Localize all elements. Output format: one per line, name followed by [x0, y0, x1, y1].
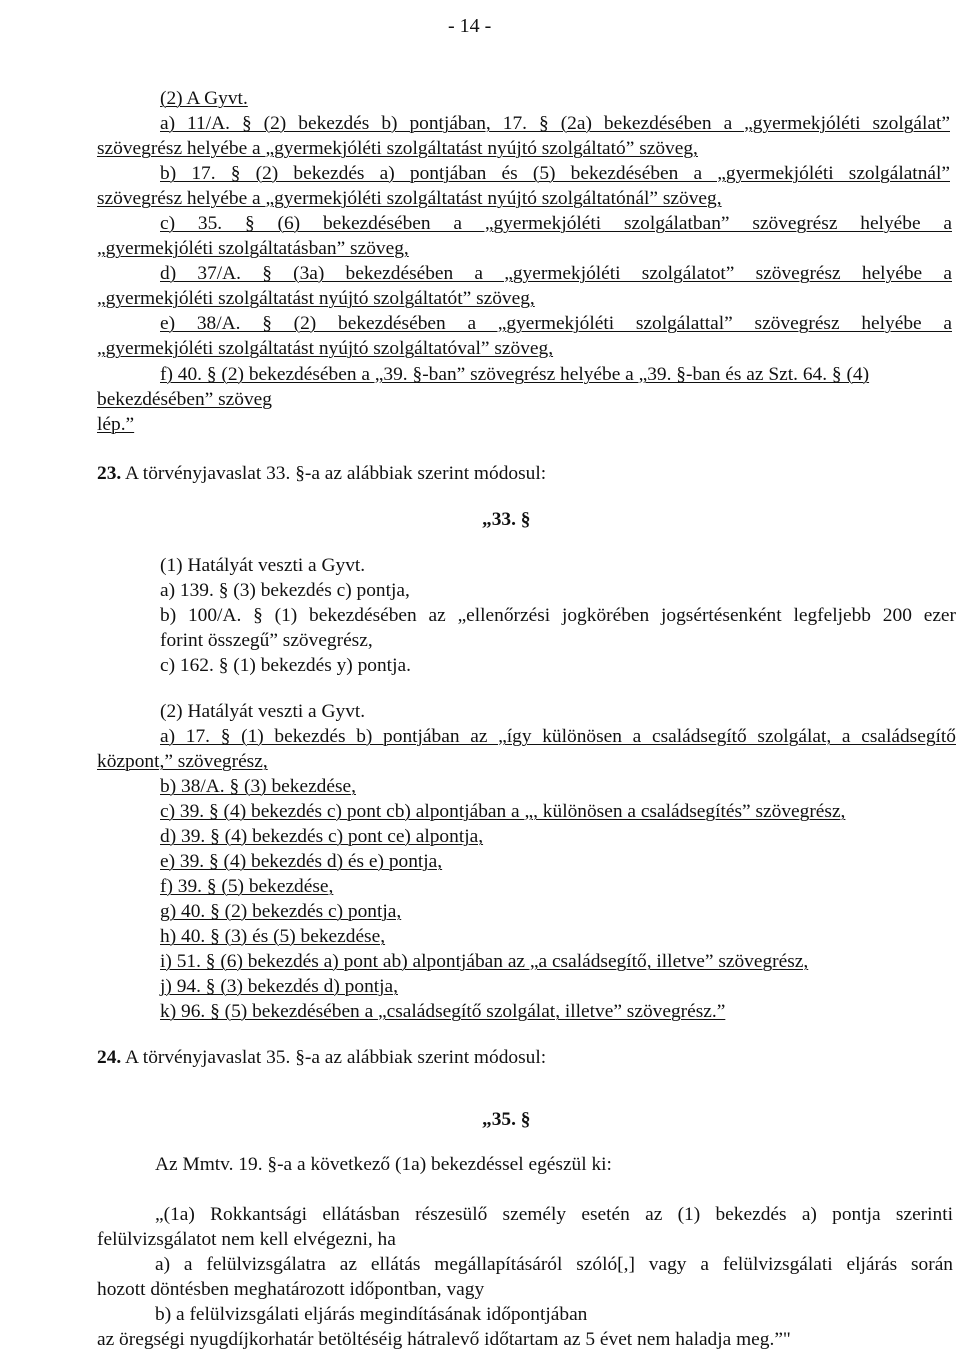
- sec24-intro: Az Mmtv. 19. §-a a következő (1a) bekezdéssel egészül ki:: [155, 1154, 612, 1175]
- sec24-line-6: az öregségi nyugdíjkorhatár betöltéséig hátralevő időtartam az 5 évet nem haladja meg.”": [97, 1329, 791, 1350]
- amend-line-11: „gyermekjóléti szolgáltatást nyújtó szolgáltatóval” szöveg,: [97, 338, 554, 359]
- sec23-p2-line-9: h) 40. § (3) és (5) bekezdése,: [160, 926, 386, 947]
- section-24-heading: [97, 1046, 546, 1070]
- amend-line-5: szövegrész helyébe a „gyermekjóléti szolgáltatást nyújtó szolgáltatónál” szöveg,: [97, 188, 722, 209]
- amend-line-2: a) 11/A. § (2) bekezdés b) pontjában, 17. § (2a) bekezdésében a „gyermekjóléti szolgálat”: [160, 113, 950, 134]
- amend-line-14: lép.”: [97, 414, 135, 435]
- sec23-p1-intro: (1) Hatályát veszti a Gyvt.: [160, 555, 366, 576]
- amend-line-1: (2) A Gyvt.: [160, 88, 248, 109]
- sec23-p2-line-8: g) 40. § (2) bekezdés c) pontja,: [160, 901, 402, 922]
- sec23-p2-line-4: c) 39. § (4) bekezdés c) pont cb) alpontjában a „, különösen a családsegítés” szövegrész,: [160, 801, 846, 822]
- amend-line-13: bekezdésében” szöveg: [97, 389, 272, 410]
- sec23-p1-a: a) 139. § (3) bekezdés c) pontja,: [160, 580, 410, 601]
- section-23-number: 23.: [97, 463, 122, 484]
- sec23-p2-line-7: f) 39. § (5) bekezdése,: [160, 876, 334, 897]
- sec23-p2-line-5: d) 39. § (4) bekezdés c) pont ce) alpontja,: [160, 826, 484, 847]
- sec23-p2-line-11: j) 94. § (3) bekezdés d) pontja,: [160, 976, 398, 997]
- sec24-line-5: b) a felülvizsgálati eljárás megindításának időpontjában: [155, 1304, 588, 1325]
- section-24-heading-text: A törvényjavaslat 35. §-a az alábbiak szerint módosul:: [121, 1047, 547, 1068]
- sec23-p2-intro: (2) Hatályát veszti a Gyvt.: [160, 701, 366, 722]
- section-24-number: 24.: [97, 1047, 122, 1068]
- sec24-line-1: „(1a) Rokkantsági ellátásban részesülő személy esetén az (1) bekezdés a) pontja szerinti: [155, 1204, 953, 1225]
- sec24-line-3: a) a felülvizsgálatra az ellátás megállapításáról szóló[,] vagy a felülvizsgálati eljárás során: [155, 1254, 953, 1275]
- sec23-p2-line-6: e) 39. § (4) bekezdés d) és e) pontja,: [160, 851, 443, 872]
- sec23-p1-c: c) 162. § (1) bekezdés y) pontja.: [160, 655, 411, 676]
- sec23-p2-line-12: k) 96. § (5) bekezdésében a „családsegítő szolgálat, illetve” szövegrész.”: [160, 1001, 726, 1022]
- section-24-title: „35. §: [482, 1109, 531, 1130]
- amend-line-9: „gyermekjóléti szolgáltatást nyújtó szolgáltatót” szöveg,: [97, 288, 535, 309]
- amend-line-10: e) 38/A. § (2) bekezdésében a „gyermekjóléti szolgálattal” szövegrész helyébe a: [160, 313, 952, 334]
- page-number: - 14 -: [448, 15, 492, 37]
- amend-line-6: c) 35. § (6) bekezdésében a „gyermekjóléti szolgálatban” szövegrész helyébe a: [160, 213, 952, 234]
- section-23-heading-text: A törvényjavaslat 33. §-a az alábbiak szerint módosul:: [121, 463, 547, 484]
- sec23-p2-line-10: i) 51. § (6) bekezdés a) pont ab) alpontjában az „a családsegítő, illetve” szövegrész,: [160, 951, 809, 972]
- amend-line-8: d) 37/A. § (3a) bekezdésében a „gyermekjóléti szolgálatot” szövegrész helyébe a: [160, 263, 952, 284]
- section-23-title: „33. §: [482, 509, 531, 530]
- sec24-line-4: hozott döntésben meghatározott időpontban, vagy: [97, 1279, 485, 1300]
- sec23-p1-b-line1: b) 100/A. § (1) bekezdésében az „ellenőrzési jogkörében jogsértésenként legfeljebb 200 ezer: [160, 605, 956, 626]
- section-23-heading: [97, 462, 546, 486]
- sec23-p2-line-1: a) 17. § (1) bekezdés b) pontjában az „így különösen a családsegítő szolgálat, a családsegítő: [160, 726, 956, 747]
- sec24-line-2: felülvizsgálatot nem kell elvégezni, ha: [97, 1229, 396, 1250]
- amend-line-4: b) 17. § (2) bekezdés a) pontjában és (5) bekezdésében a „gyermekjóléti szolgálatnál”: [160, 163, 950, 184]
- amend-line-3: szövegrész helyébe a „gyermekjóléti szolgáltatást nyújtó szolgáltató” szöveg,: [97, 138, 698, 159]
- amend-line-7: „gyermekjóléti szolgáltatásban” szöveg,: [97, 238, 409, 259]
- sec23-p1-b-line2: forint összegű” szövegrész,: [160, 630, 373, 651]
- amend-line-12: f) 40. § (2) bekezdésében a „39. §-ban” szövegrész helyébe a „39. §-ban és az Szt. 64. § (4): [160, 364, 870, 385]
- sec23-p2-line-2: központ,” szövegrész,: [97, 751, 268, 772]
- sec23-p2-line-3: b) 38/A. § (3) bekezdése,: [160, 776, 356, 797]
